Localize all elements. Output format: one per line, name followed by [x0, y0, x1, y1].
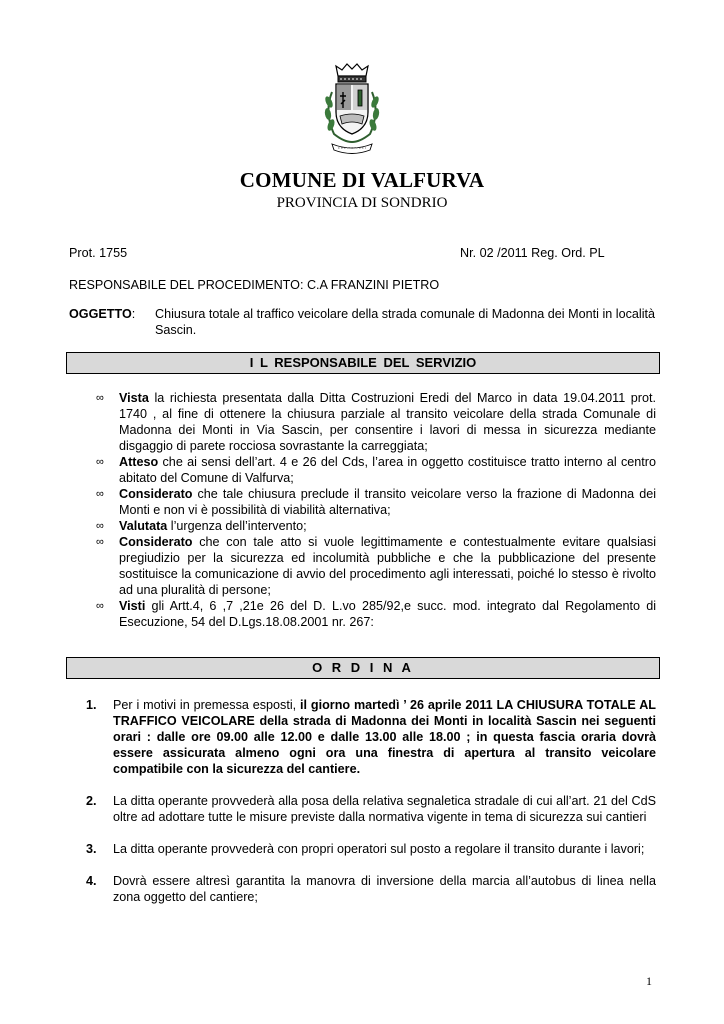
premise-lead: Atteso: [119, 455, 159, 469]
premise-item: [96, 454, 656, 486]
order-item: [86, 793, 656, 825]
premise-text: l’urgenza dell’intervento;: [167, 519, 307, 533]
subject-label-text: OGGETTO: [69, 307, 132, 321]
protocol-number: Prot. 1755: [69, 246, 128, 260]
order-text: Per i motivi in premessa esposti,: [113, 698, 301, 712]
municipality-title: COMUNE DI VALFURVA: [239, 168, 485, 192]
subject-label-colon: :: [131, 307, 136, 321]
order-text: La ditta operante provvederà alla posa della relativa segnaletica stradale di cui all’art. 21 del CdS oltre ad adottare tutte le misure previste dalla normativa vigente in tema di sicurezza sui cantieri: [113, 794, 656, 824]
section-heading-ordina: O R D I N A: [66, 657, 660, 679]
order-item: [86, 873, 656, 905]
premise-lead: Considerato: [119, 535, 193, 549]
infinity-bullet-icon: ∞: [96, 488, 104, 500]
infinity-bullet-icon: ∞: [96, 520, 104, 532]
premise-text: la richiesta presentata dalla Ditta Costruzioni Eredi del Marco in data 19.04.2011 prot. 1740 , al fine di ottenere la chiusura parziale al transito veicolare della strada Comunale di Madonna dei Monti in Via Sascin, per consentire i lavori di messa in sicurezza mediante disgaggio di parete rocciosa sovrastante la carreggiata;: [119, 391, 656, 453]
premises-list: [96, 390, 656, 630]
premise-text: che ai sensi dell’art. 4 e 26 del Cds, l’area in oggetto costituisce tratto interno al centro abitato del Comune di Valfurva;: [119, 455, 656, 485]
section-heading-responsabile: I L RESPONSABILE DEL SERVIZIO: [66, 352, 660, 374]
order-item: [86, 697, 656, 777]
premise-lead: Valutata: [119, 519, 168, 533]
order-number: 1.: [86, 698, 97, 712]
premise-lead: Vista: [119, 391, 149, 405]
order-text: Dovrà essere altresì garantita la manovra di inversione della marcia all’autobus di linea nella zona oggetto del cantiere;: [113, 874, 656, 904]
infinity-bullet-icon: ∞: [96, 600, 104, 612]
order-number: 2.: [86, 794, 97, 808]
order-number: 4.: [86, 874, 97, 888]
procedure-manager: RESPONSABILE DEL PROCEDIMENTO: C.A FRANZINI PIETRO: [69, 278, 440, 292]
premise-item: [96, 390, 656, 454]
premise-item: [96, 518, 656, 534]
subject-label: [69, 306, 135, 322]
infinity-bullet-icon: ∞: [96, 456, 104, 468]
order-number: 3.: [86, 842, 97, 856]
ordinance-register-number: Nr. 02 /2011 Reg. Ord. PL: [460, 246, 605, 260]
premise-item: [96, 534, 656, 598]
premise-text: gli Artt.4, 6 ,7 ,21e 26 del D. L.vo 285/92,e succ. mod. integrato dal Regolamento di Esecuzione, 54 del D.Lgs.18.08.2001 nr. 267:: [119, 599, 656, 629]
premise-item: [96, 598, 656, 630]
premise-item: [96, 486, 656, 518]
infinity-bullet-icon: ∞: [96, 536, 104, 548]
page-number: 1: [646, 974, 652, 988]
orders-list: [86, 697, 656, 921]
premise-lead: Considerato: [119, 487, 193, 501]
order-bold-text: il giorno martedì ’ 26 aprile 2011 LA CHIUSURA TOTALE AL TRAFFICO VEICOLARE della strada di Madonna dei Monti in località Sascin nei seguenti orari : dalle ore 09.00 alle 12.00 e dalle 13.00 alle 18.00 ; in questa fascia oraria dovrà essere assicurata almeno ogni ora una finestra di apertura al transito veicolare compatibile con la sicurezza del cantiere.: [113, 698, 657, 776]
order-item: [86, 841, 656, 857]
province-subtitle: PROVINCIA DI SONDRIO: [276, 195, 448, 211]
subject-text: Chiusura totale al traffico veicolare della strada comunale di Madonna dei Monti in località Sascin.: [155, 307, 655, 337]
municipal-coat-of-arms-icon: [316, 62, 388, 158]
premise-lead: Visti: [119, 599, 146, 613]
order-text: La ditta operante provvederà con propri operatori sul posto a regolare il transito durante i lavori;: [113, 842, 645, 856]
premise-text: che tale chiusura preclude il transito veicolare verso la frazione di Madonna dei Monti e non vi è possibilità di viabilità alternativa;: [119, 487, 656, 517]
infinity-bullet-icon: ∞: [96, 392, 104, 404]
premise-text: che con tale atto si vuole legittimamente e contestualmente evitare qualsiasi pregiudizio per la sicurezza ed incolumità pubbliche e che la pubblicazione del presente sostituisce la comunicazione di avvio del procedimento agli interessati, poiché lo stesso è rivolto ad una pluralità di persone;: [119, 535, 656, 597]
